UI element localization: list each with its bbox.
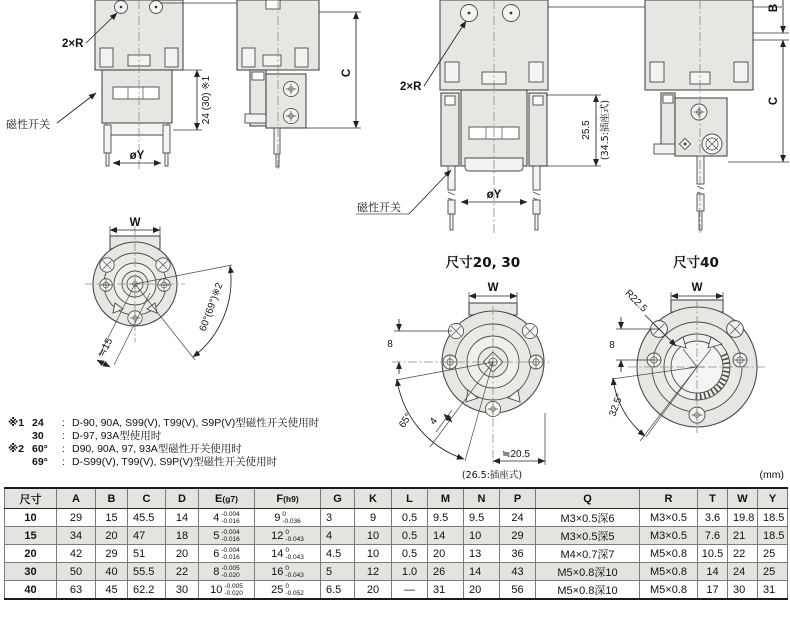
cell-B: 29 bbox=[96, 545, 128, 563]
footnote-line-3 bbox=[8, 443, 348, 456]
tolerance-value: 14 bbox=[271, 547, 284, 560]
col-header-L bbox=[392, 488, 428, 509]
col-header-W bbox=[728, 488, 758, 509]
cell-F bbox=[255, 563, 321, 581]
tolerance-lower: -0.043 bbox=[285, 553, 304, 561]
cell-R: M5×0.8 bbox=[640, 545, 698, 563]
cell-N: 20 bbox=[464, 581, 500, 600]
cell-K: 9 bbox=[355, 509, 392, 527]
tolerance-value: 5 bbox=[213, 529, 220, 542]
cell-N: 9.5 bbox=[464, 509, 500, 527]
cell-B: 45 bbox=[96, 581, 128, 600]
col-header-label: K bbox=[369, 492, 377, 505]
col-header-label: P bbox=[513, 492, 522, 505]
footnotes bbox=[8, 417, 348, 469]
label-diaY-left: øY bbox=[129, 150, 145, 162]
cell-A: 42 bbox=[57, 545, 96, 563]
footnote-sep: : bbox=[62, 430, 65, 442]
cell-L: 0.5 bbox=[392, 527, 428, 545]
dimension-table bbox=[4, 487, 788, 600]
tolerance-value: 6 bbox=[213, 547, 220, 560]
cell-P: 36 bbox=[500, 545, 536, 563]
cell-C: 47 bbox=[128, 527, 166, 545]
label-8-view3: 8 bbox=[609, 340, 615, 351]
col-header-K bbox=[355, 488, 392, 509]
cell-L: 0.5 bbox=[392, 545, 428, 563]
cell-size: 10 bbox=[5, 509, 57, 527]
cell-B: 20 bbox=[96, 527, 128, 545]
cell-E bbox=[199, 527, 255, 545]
cell-P: 29 bbox=[500, 527, 536, 545]
col-header-label: Y bbox=[768, 492, 777, 505]
cell-W: 21 bbox=[728, 527, 758, 545]
tolerance-value: 10 bbox=[210, 583, 223, 596]
label-angle-32-5: 32.5° bbox=[607, 392, 626, 419]
cell-F bbox=[255, 527, 321, 545]
cell-Y: 25 bbox=[758, 545, 788, 563]
label-socket-34-5: (34.5:插座式) bbox=[600, 99, 611, 161]
cell-A: 34 bbox=[57, 527, 96, 545]
table-row bbox=[5, 527, 788, 545]
cell-D: 22 bbox=[166, 563, 199, 581]
col-header-label: T bbox=[709, 492, 716, 505]
footnote-sep: : bbox=[62, 456, 65, 468]
tolerance-lower: -0.043 bbox=[285, 571, 304, 579]
cell-B: 15 bbox=[96, 509, 128, 527]
bottom-view-40 bbox=[607, 254, 766, 441]
tolerance-upper: -0.004 bbox=[221, 528, 240, 536]
cell-G: 4.5 bbox=[321, 545, 355, 563]
cell-Y: 18.5 bbox=[758, 509, 788, 527]
footnote-key: 30 bbox=[32, 430, 44, 442]
col-header-B bbox=[96, 488, 128, 509]
cell-W: 30 bbox=[728, 581, 758, 600]
footnote-line-1 bbox=[8, 417, 348, 430]
footnote-text: D-S99(V), T99(V), S9P(V)型磁性开关使用时 bbox=[72, 456, 278, 468]
tolerance-lower: -0.043 bbox=[285, 535, 304, 543]
tolerance-upper: 0 bbox=[282, 510, 286, 518]
cell-Q: M5×0.8深10 bbox=[536, 563, 640, 581]
cell-N: 14 bbox=[464, 563, 500, 581]
cell-Q: M5×0.8深10 bbox=[536, 581, 640, 600]
tolerance-value: 8 bbox=[213, 565, 220, 578]
tolerance-upper: 0 bbox=[285, 546, 290, 554]
label-2xR-left: 2×R bbox=[62, 38, 84, 50]
col-header-label: M bbox=[440, 492, 451, 505]
footnote-text: D-97, 93A型使用时 bbox=[72, 430, 162, 442]
col-header-sub: (h9) bbox=[283, 493, 299, 504]
cell-F bbox=[255, 509, 321, 527]
label-W-view1: W bbox=[129, 217, 141, 229]
cell-D: 14 bbox=[166, 509, 199, 527]
cell-K: 20 bbox=[355, 581, 392, 600]
tolerance-lower: -0.052 bbox=[285, 589, 304, 597]
cell-M: 20 bbox=[428, 545, 464, 563]
label-W-view2: W bbox=[487, 282, 499, 294]
table-row bbox=[5, 509, 788, 527]
label-4: 4 bbox=[427, 415, 441, 428]
label-angle-65: 65° bbox=[397, 411, 415, 431]
cell-P: 43 bbox=[500, 563, 536, 581]
cell-F bbox=[255, 581, 321, 600]
footnote-key: 69° bbox=[32, 456, 48, 468]
cell-Q: M3×0.5深5 bbox=[536, 527, 640, 545]
cell-W: 22 bbox=[728, 545, 758, 563]
footnote-key: 60° bbox=[32, 443, 48, 455]
tolerance-value: 25 bbox=[271, 583, 284, 596]
cell-E bbox=[199, 581, 255, 600]
cell-D: 20 bbox=[166, 545, 199, 563]
bottom-view-20-30 bbox=[387, 254, 552, 481]
col-header-sub: (g7) bbox=[222, 493, 238, 504]
footnote-key: 24 bbox=[32, 417, 44, 429]
cell-B: 40 bbox=[96, 563, 128, 581]
bottom-view-small bbox=[85, 217, 232, 367]
tolerance-upper: -0.004 bbox=[221, 546, 240, 554]
table-row bbox=[5, 581, 788, 600]
footnote-text: D90, 90A, 97, 93A型磁性开关使用时 bbox=[72, 443, 242, 455]
cell-P: 24 bbox=[500, 509, 536, 527]
cell-G: 3 bbox=[321, 509, 355, 527]
side-view-large bbox=[645, 0, 789, 233]
label-B-right: B bbox=[768, 3, 780, 13]
tolerance-upper: -0.005 bbox=[221, 564, 240, 572]
cell-R: M5×0.8 bbox=[640, 581, 698, 600]
cell-W: 24 bbox=[728, 563, 758, 581]
tolerance-upper: -0.005 bbox=[224, 582, 243, 590]
cell-K: 12 bbox=[355, 563, 392, 581]
side-view-small bbox=[237, 0, 361, 170]
col-header-G bbox=[321, 488, 355, 509]
footnote-sep: : bbox=[62, 417, 65, 429]
cell-L: — bbox=[392, 581, 428, 600]
cell-R: M3×0.5 bbox=[640, 509, 698, 527]
col-header-P bbox=[500, 488, 536, 509]
table-header-row bbox=[5, 488, 788, 509]
footnote-text: D-90, 90A, S99(V), T99(V), S9P(V)型磁性开关使用时 bbox=[72, 417, 320, 429]
unit-label: (mm) bbox=[759, 469, 784, 481]
tolerance-upper: -0.004 bbox=[221, 510, 240, 518]
cell-L: 0.5 bbox=[392, 509, 428, 527]
cell-size: 20 bbox=[5, 545, 57, 563]
cell-N: 10 bbox=[464, 527, 500, 545]
col-header-label: 尺寸 bbox=[19, 493, 42, 506]
label-mag-switch-mid: 磁性开关 bbox=[357, 201, 401, 214]
tolerance-lower: -0.020 bbox=[224, 589, 243, 597]
cell-L: 1.0 bbox=[392, 563, 428, 581]
col-header-M bbox=[428, 488, 464, 509]
label-W-view3: W bbox=[691, 282, 703, 294]
col-header-label: C bbox=[142, 492, 151, 505]
cell-Q: M4×0.7深7 bbox=[536, 545, 640, 563]
footnote-line-4 bbox=[8, 456, 348, 469]
table-row bbox=[5, 545, 788, 563]
col-header-E bbox=[199, 488, 255, 509]
col-header-label: A bbox=[72, 492, 80, 505]
dimension-table-wrap bbox=[4, 487, 787, 600]
col-header-Q bbox=[536, 488, 640, 509]
cell-C: 45.5 bbox=[128, 509, 166, 527]
cell-C: 62.2 bbox=[128, 581, 166, 600]
label-mag-switch-left: 磁性开关 bbox=[6, 118, 50, 131]
cell-Q: M3×0.5深6 bbox=[536, 509, 640, 527]
col-header-F bbox=[255, 488, 321, 509]
col-header-label: E bbox=[215, 492, 223, 505]
footnote-ref: ※1 bbox=[8, 417, 25, 429]
col-header-label: D bbox=[178, 492, 186, 505]
footnote-ref bbox=[8, 430, 32, 443]
cell-C: 51 bbox=[128, 545, 166, 563]
cell-D: 18 bbox=[166, 527, 199, 545]
label-C-right: C bbox=[768, 96, 780, 106]
tolerance-upper: 0 bbox=[285, 564, 290, 572]
col-header-label: G bbox=[333, 492, 342, 505]
cell-T: 17 bbox=[698, 581, 728, 600]
cell-P: 56 bbox=[500, 581, 536, 600]
col-header-label: W bbox=[737, 492, 748, 505]
tolerance-value: 12 bbox=[271, 529, 284, 542]
cell-size: 15 bbox=[5, 527, 57, 545]
col-header-label: L bbox=[406, 492, 413, 505]
tolerance-value: 16 bbox=[271, 565, 284, 578]
cell-M: 14 bbox=[428, 527, 464, 545]
cell-Y: 31 bbox=[758, 581, 788, 600]
tolerance-upper: 0 bbox=[285, 582, 290, 590]
cell-T: 3.6 bbox=[698, 509, 728, 527]
label-approx-20-5: ≒20.5 bbox=[502, 449, 530, 460]
cell-N: 13 bbox=[464, 545, 500, 563]
cell-F bbox=[255, 545, 321, 563]
footnote-line-2 bbox=[8, 430, 348, 443]
footnote-ref bbox=[8, 456, 32, 469]
cell-R: M5×0.8 bbox=[640, 563, 698, 581]
col-header-label: Q bbox=[583, 492, 592, 505]
tolerance-lower: -0.036 bbox=[282, 517, 301, 525]
label-dim-24-30: 24 (30) ※1 bbox=[201, 75, 212, 125]
cell-Y: 18.5 bbox=[758, 527, 788, 545]
label-approx15: ≒15 bbox=[96, 336, 116, 360]
cell-size: 40 bbox=[5, 581, 57, 600]
cell-E bbox=[199, 563, 255, 581]
col-header-label: N bbox=[477, 492, 486, 505]
cell-G: 4 bbox=[321, 527, 355, 545]
col-header-label: R bbox=[664, 492, 673, 505]
footnote-ref: ※2 bbox=[8, 443, 25, 455]
footnote-sep: : bbox=[62, 443, 65, 455]
label-8-view2: 8 bbox=[387, 339, 393, 350]
col-header-label: B bbox=[107, 492, 116, 505]
cell-K: 10 bbox=[355, 527, 392, 545]
label-2xR-mid: 2×R bbox=[400, 81, 422, 93]
col-header-T bbox=[698, 488, 728, 509]
label-C-left: C bbox=[341, 68, 353, 78]
cell-W: 19.8 bbox=[728, 509, 758, 527]
label-dim-25-5: 25.5 bbox=[581, 120, 592, 140]
cell-T: 7.6 bbox=[698, 527, 728, 545]
tolerance-lower: -0.016 bbox=[221, 517, 240, 525]
cell-A: 50 bbox=[57, 563, 96, 581]
col-header-size bbox=[5, 488, 57, 509]
tolerance-lower: -0.016 bbox=[221, 553, 240, 561]
col-header-Y bbox=[758, 488, 788, 509]
tolerance-upper: 0 bbox=[285, 528, 290, 536]
cell-K: 10 bbox=[355, 545, 392, 563]
label-angle-60-69: 60°(69°)※2 bbox=[197, 281, 226, 333]
cell-R: M3×0.5 bbox=[640, 527, 698, 545]
col-header-N bbox=[464, 488, 500, 509]
label-R22-5: R22.5 bbox=[622, 287, 650, 315]
cell-D: 30 bbox=[166, 581, 199, 600]
cell-T: 10.5 bbox=[698, 545, 728, 563]
cell-M: 26 bbox=[428, 563, 464, 581]
col-header-R bbox=[640, 488, 698, 509]
cell-size: 30 bbox=[5, 563, 57, 581]
cell-T: 14 bbox=[698, 563, 728, 581]
cell-G: 6.5 bbox=[321, 581, 355, 600]
cell-G: 5 bbox=[321, 563, 355, 581]
col-header-D bbox=[166, 488, 199, 509]
cell-A: 29 bbox=[57, 509, 96, 527]
tolerance-value: 4 bbox=[213, 511, 220, 524]
front-view-small bbox=[6, 0, 237, 170]
cell-C: 55.5 bbox=[128, 563, 166, 581]
tolerance-lower: -0.016 bbox=[221, 535, 240, 543]
cell-M: 31 bbox=[428, 581, 464, 600]
col-header-C bbox=[128, 488, 166, 509]
cell-A: 63 bbox=[57, 581, 96, 600]
tolerance-value: 9 bbox=[274, 511, 281, 524]
col-header-A bbox=[57, 488, 96, 509]
label-diaY-mid: øY bbox=[486, 189, 502, 201]
cell-E bbox=[199, 509, 255, 527]
view2-title: 尺寸20, 30 bbox=[445, 255, 521, 271]
tolerance-lower: -0.020 bbox=[221, 571, 240, 579]
cell-M: 9.5 bbox=[428, 509, 464, 527]
cell-Y: 25 bbox=[758, 563, 788, 581]
label-socket-26-5: (26.5:插座式) bbox=[461, 470, 523, 481]
table-row bbox=[5, 563, 788, 581]
cell-E bbox=[199, 545, 255, 563]
col-header-label: F bbox=[276, 492, 284, 505]
view3-title: 尺寸40 bbox=[673, 255, 719, 271]
